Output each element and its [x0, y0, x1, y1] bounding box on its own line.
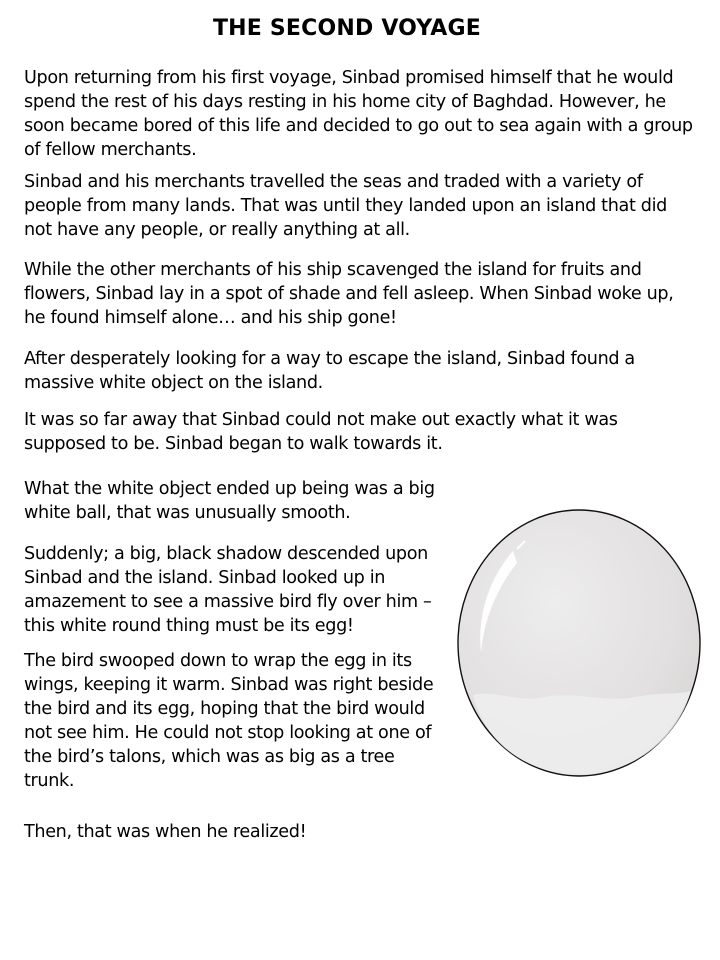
- paragraph-8: The bird swooped down to wrap the egg in its wings, keeping it warm. Sinbad was right beside the bird and its egg, hoping that the bird would not see him. He could not stop looking at one of the bird’s talons, which was as big as a tree trunk.: [24, 651, 434, 791]
- paragraph-9: Then, that was when he realized!: [24, 822, 307, 842]
- egg-bottom-shade: [473, 691, 691, 775]
- paragraph-5: It was so far away that Sinbad could not make out exactly what it was supposed to be. Sinbad began to walk towards it.: [24, 410, 618, 454]
- egg-illustration: [455, 507, 705, 779]
- egg-icon: [455, 507, 705, 779]
- paragraph-3: While the other merchants of his ship scavenged the island for fruits and flowers, Sinbad lay in a spot of shade and fell asleep. When Sinbad woke up, he found himself alone… and his ship gone!: [24, 260, 674, 328]
- paragraph-1: Upon returning from his first voyage, Sinbad promised himself that he would spend the rest of his days resting in his home city of Baghdad. However, he soon became bored of this life and decided to go out to sea again with a group of fellow merchants.: [24, 68, 693, 160]
- paragraph-6: What the white object ended up being was a big white ball, that was unusually smooth.: [24, 479, 435, 523]
- paragraph-7: Suddenly; a big, black shadow descended upon Sinbad and the island. Sinbad looked up in amazement to see a massive bird fly over him – this white round thing must be its egg!: [24, 544, 432, 636]
- page-title: THE SECOND VOYAGE: [212, 16, 482, 41]
- paragraph-4: After desperately looking for a way to escape the island, Sinbad found a massive white object on the island.: [24, 349, 635, 393]
- paragraph-2: Sinbad and his merchants travelled the seas and traded with a variety of people from many lands. That was until they landed upon an island that did not have any people, or really anything at all.: [24, 172, 667, 240]
